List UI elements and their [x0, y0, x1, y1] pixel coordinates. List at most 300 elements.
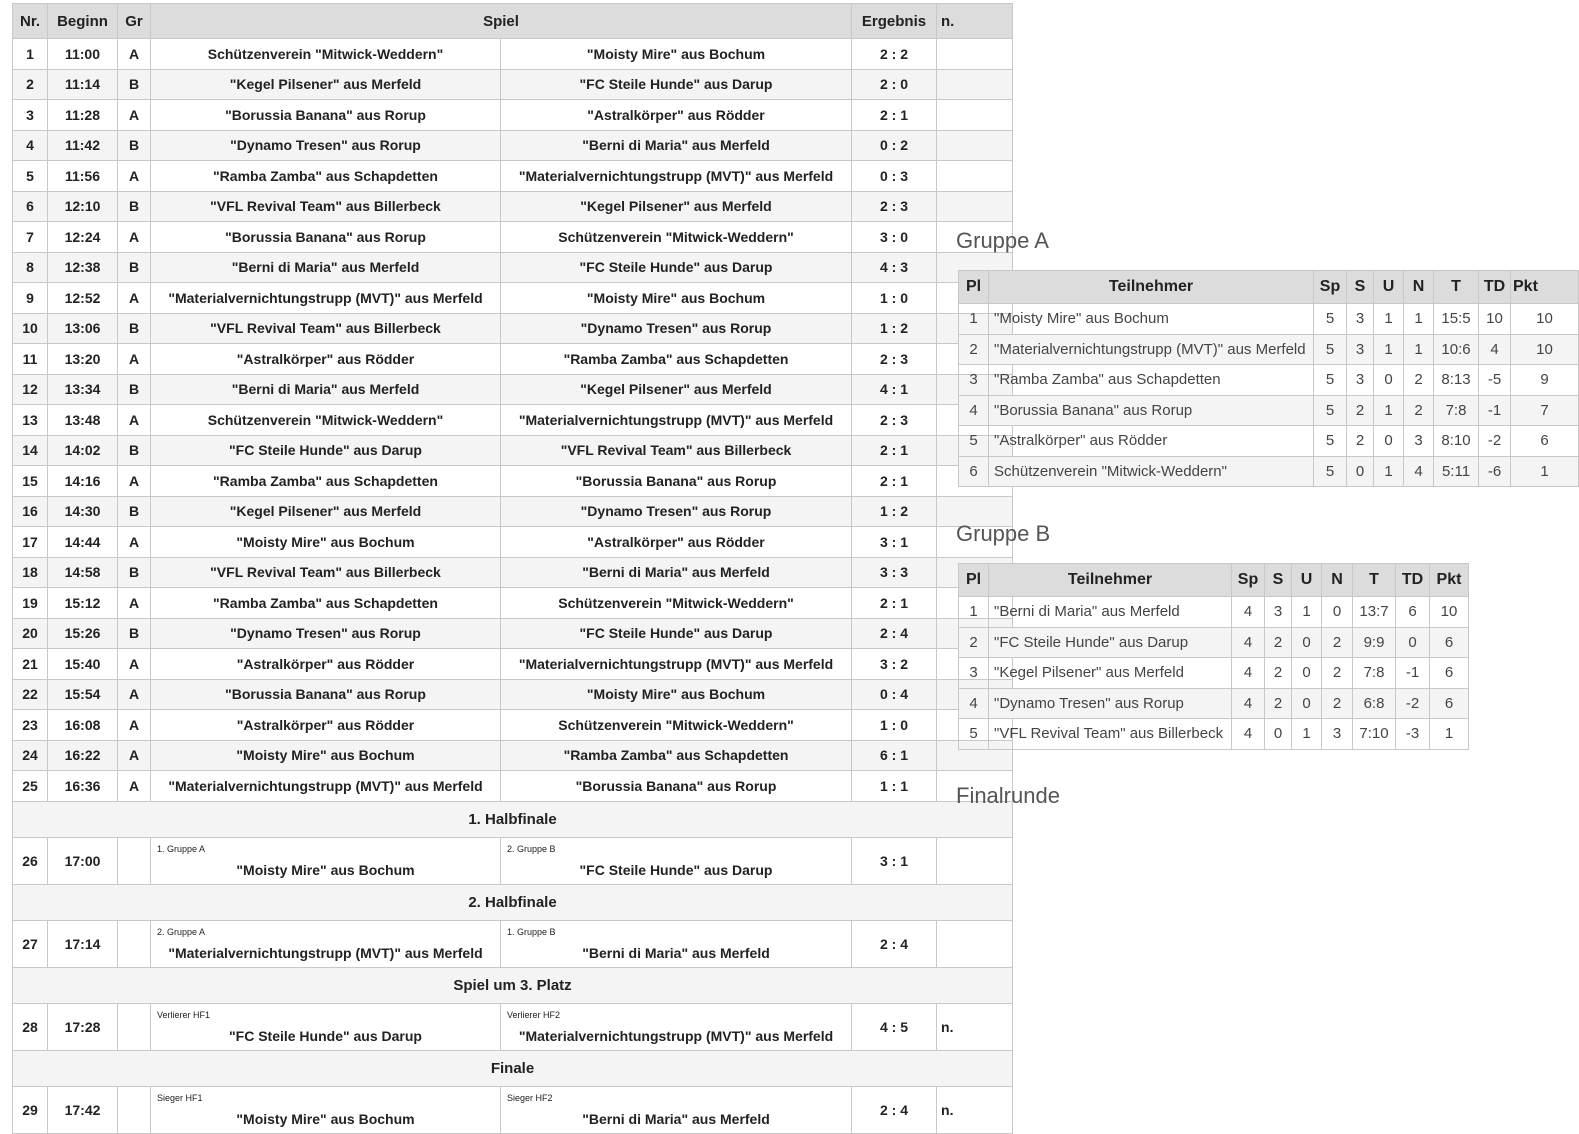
standings-team: "FC Steile Hunde" aus Darup [989, 627, 1232, 658]
col-td[interactable]: TD [1396, 564, 1430, 597]
match-number: 11 [13, 344, 48, 375]
match-time: 16:22 [48, 740, 118, 771]
match-row [13, 252, 1013, 283]
away-team: "VFL Revival Team" aus Billerbeck [501, 435, 852, 466]
standings-t: 7:8 [1434, 395, 1479, 426]
standings-pkt: 6 [1511, 426, 1579, 457]
match-note [937, 39, 1013, 70]
round-title: Finale [13, 1050, 1013, 1086]
schedule-header-row [13, 4, 1013, 39]
standings-u: 1 [1292, 719, 1322, 750]
round-header-row [13, 967, 1013, 1003]
match-time: 13:20 [48, 344, 118, 375]
match-time: 13:06 [48, 313, 118, 344]
standings-td: 4 [1479, 334, 1511, 365]
home-team: "Moisty Mire" aus Bochum [236, 1110, 415, 1127]
standings-u: 1 [1374, 395, 1404, 426]
col-pl[interactable]: Pl [959, 271, 989, 304]
match-row [13, 618, 1013, 649]
match-note: n. [937, 1086, 1013, 1133]
group-b-standings [958, 563, 1469, 750]
away-team: "FC Steile Hunde" aus Darup [579, 861, 773, 878]
match-number: 15 [13, 466, 48, 497]
standings-n: 3 [1404, 426, 1434, 457]
standings-s: 2 [1347, 395, 1374, 426]
home-team: "Dynamo Tresen" aus Rorup [151, 618, 501, 649]
match-number: 27 [13, 920, 48, 967]
match-group: A [118, 39, 151, 70]
home-seed-label: Verlierer HF1 [157, 1009, 211, 1020]
round-header-row [13, 1050, 1013, 1086]
standings-row [959, 334, 1579, 365]
match-result: 4 : 3 [852, 252, 937, 283]
match-result: 3 : 1 [852, 837, 937, 884]
standings-sp: 4 [1232, 627, 1265, 658]
away-team: "Astralkörper" aus Rödder [501, 100, 852, 131]
col-t[interactable]: T [1353, 564, 1396, 597]
match-number: 14 [13, 435, 48, 466]
home-team: "Moisty Mire" aus Bochum [236, 861, 415, 878]
away-team: "Materialvernichtungstrupp (MVT)" aus Merfeld [501, 405, 852, 436]
match-number: 29 [13, 1086, 48, 1133]
match-time: 15:12 [48, 588, 118, 619]
match-time: 15:26 [48, 618, 118, 649]
match-group: B [118, 374, 151, 405]
match-group: A [118, 527, 151, 558]
standings-u: 1 [1374, 456, 1404, 487]
col-u[interactable]: U [1374, 271, 1404, 304]
away-team: "Materialvernichtungstrupp (MVT)" aus Merfeld [501, 161, 852, 192]
home-team: "Dynamo Tresen" aus Rorup [151, 130, 501, 161]
schedule-panel [12, 3, 955, 1134]
match-time: 14:44 [48, 527, 118, 558]
match-group: B [118, 435, 151, 466]
match-time: 14:58 [48, 557, 118, 588]
standings-pkt: 10 [1511, 304, 1579, 335]
match-row [13, 740, 1013, 771]
col-pkt[interactable]: Pkt [1511, 271, 1579, 304]
match-number: 19 [13, 588, 48, 619]
standings-sp: 5 [1314, 365, 1347, 396]
standings-sp: 4 [1232, 658, 1265, 689]
match-time: 11:42 [48, 130, 118, 161]
ko-match-row [13, 920, 1013, 967]
match-row [13, 191, 1013, 222]
standings-u: 0 [1374, 365, 1404, 396]
standings-sp: 5 [1314, 395, 1347, 426]
match-group: B [118, 496, 151, 527]
standings-pkt: 6 [1430, 688, 1469, 719]
standings-n: 1 [1404, 304, 1434, 335]
match-row [13, 649, 1013, 680]
final-round-title: Finalrunde [956, 783, 1060, 808]
standings-t: 10:6 [1434, 334, 1479, 365]
col-n[interactable]: N [1404, 271, 1434, 304]
home-team: Schützenverein "Mitwick-Weddern" [151, 405, 501, 436]
away-seed-label: 1. Gruppe B [507, 926, 556, 937]
away-team: "FC Steile Hunde" aus Darup [501, 252, 852, 283]
match-group: A [118, 161, 151, 192]
match-number: 2 [13, 69, 48, 100]
standings-td: -2 [1396, 688, 1430, 719]
match-result: 2 : 1 [852, 588, 937, 619]
standings-sp: 5 [1314, 456, 1347, 487]
match-note [937, 69, 1013, 100]
standings-td: 6 [1396, 597, 1430, 628]
match-row [13, 69, 1013, 100]
match-time: 16:36 [48, 771, 118, 802]
away-team: Schützenverein "Mitwick-Weddern" [501, 710, 852, 741]
away-team: "Moisty Mire" aus Bochum [501, 679, 852, 710]
standings-team: "Moisty Mire" aus Bochum [989, 304, 1314, 335]
home-team-cell [151, 1086, 501, 1133]
away-team: Schützenverein "Mitwick-Weddern" [501, 588, 852, 619]
away-team: "Moisty Mire" aus Bochum [501, 283, 852, 314]
standings-row [959, 627, 1469, 658]
standings-s: 3 [1265, 597, 1292, 628]
col-team[interactable]: Teilnehmer [989, 271, 1314, 304]
match-result: 2 : 3 [852, 344, 937, 375]
match-number: 23 [13, 710, 48, 741]
standings-pl: 5 [959, 426, 989, 457]
standings-t: 7:8 [1353, 658, 1396, 689]
home-team: "Borussia Banana" aus Rorup [151, 679, 501, 710]
match-group: A [118, 283, 151, 314]
match-group: A [118, 588, 151, 619]
standings-pl: 3 [959, 658, 989, 689]
standings-t: 8:13 [1434, 365, 1479, 396]
match-result: 1 : 0 [852, 710, 937, 741]
standings-t: 5:11 [1434, 456, 1479, 487]
home-team: Schützenverein "Mitwick-Weddern" [151, 39, 501, 70]
standings-row [959, 365, 1579, 396]
home-seed-label: 2. Gruppe A [157, 926, 206, 937]
match-time: 17:00 [48, 837, 118, 884]
match-group [118, 837, 151, 884]
standings-pkt: 1 [1511, 456, 1579, 487]
match-row [13, 435, 1013, 466]
standings-n: 3 [1322, 719, 1353, 750]
standings-n: 2 [1322, 658, 1353, 689]
standings-s: 3 [1347, 304, 1374, 335]
standings-s: 0 [1265, 719, 1292, 750]
ko-match-row [13, 1003, 1013, 1050]
match-result: 0 : 4 [852, 679, 937, 710]
match-result: 0 : 3 [852, 161, 937, 192]
home-team: "VFL Revival Team" aus Billerbeck [151, 313, 501, 344]
away-team-cell [501, 1086, 852, 1133]
group-a-body [959, 304, 1579, 487]
away-team: "Ramba Zamba" aus Schapdetten [501, 344, 852, 375]
match-note: n. [937, 1003, 1013, 1050]
away-team: "Borussia Banana" aus Rorup [501, 771, 852, 802]
match-number: 22 [13, 679, 48, 710]
standings-s: 2 [1265, 658, 1292, 689]
col-sp[interactable]: Sp [1232, 564, 1265, 597]
home-team: "Ramba Zamba" aus Schapdetten [151, 466, 501, 497]
standings-t: 9:9 [1353, 627, 1396, 658]
standings-s: 3 [1347, 365, 1374, 396]
standings-pl: 4 [959, 395, 989, 426]
standings-t: 6:8 [1353, 688, 1396, 719]
standings-t: 8:10 [1434, 426, 1479, 457]
standings-sp: 5 [1314, 334, 1347, 365]
standings-row [959, 597, 1469, 628]
standings-team: "Berni di Maria" aus Merfeld [989, 597, 1232, 628]
match-result: 1 : 0 [852, 283, 937, 314]
match-group: A [118, 771, 151, 802]
standings-s: 2 [1265, 627, 1292, 658]
match-result: 4 : 5 [852, 1003, 937, 1050]
standings-t: 7:10 [1353, 719, 1396, 750]
standings-s: 2 [1347, 426, 1374, 457]
match-result: 3 : 1 [852, 527, 937, 558]
standings-td: -1 [1396, 658, 1430, 689]
standings-pl: 3 [959, 365, 989, 396]
away-team: "Materialvernichtungstrupp (MVT)" aus Merfeld [501, 649, 852, 680]
match-result: 1 : 2 [852, 496, 937, 527]
standings-u: 0 [1292, 627, 1322, 658]
match-group: B [118, 191, 151, 222]
standings-t: 13:7 [1353, 597, 1396, 628]
col-s[interactable]: S [1347, 271, 1374, 304]
standings-team: "Dynamo Tresen" aus Rorup [989, 688, 1232, 719]
home-team: "Materialvernichtungstrupp (MVT)" aus Merfeld [151, 283, 501, 314]
match-result: 2 : 4 [852, 1086, 937, 1133]
col-n[interactable]: N [1322, 564, 1353, 597]
match-result: 1 : 1 [852, 771, 937, 802]
home-team: "Moisty Mire" aus Bochum [151, 527, 501, 558]
standings-s: 3 [1347, 334, 1374, 365]
match-group: A [118, 344, 151, 375]
col-pl[interactable]: Pl [959, 564, 989, 597]
match-time: 14:30 [48, 496, 118, 527]
standings-sp: 5 [1314, 304, 1347, 335]
group-b-body [959, 597, 1469, 750]
standings-n: 0 [1322, 597, 1353, 628]
match-note [937, 100, 1013, 131]
match-row [13, 374, 1013, 405]
match-number: 8 [13, 252, 48, 283]
standings-row [959, 395, 1579, 426]
match-row [13, 283, 1013, 314]
match-time: 11:00 [48, 39, 118, 70]
match-number: 25 [13, 771, 48, 802]
away-team: "Berni di Maria" aus Merfeld [501, 130, 852, 161]
group-b-panel [958, 563, 1468, 750]
match-time: 12:38 [48, 252, 118, 283]
match-number: 12 [13, 374, 48, 405]
match-row [13, 100, 1013, 131]
match-result: 2 : 1 [852, 100, 937, 131]
header-note[interactable]: n. [937, 4, 1013, 39]
match-number: 5 [13, 161, 48, 192]
standings-row [959, 719, 1469, 750]
match-number: 18 [13, 557, 48, 588]
match-result: 2 : 4 [852, 618, 937, 649]
away-seed-label: Sieger HF2 [507, 1092, 553, 1103]
match-group: A [118, 222, 151, 253]
match-group [118, 1086, 151, 1133]
standings-team: "Kegel Pilsener" aus Merfeld [989, 658, 1232, 689]
home-team: "Berni di Maria" aus Merfeld [151, 252, 501, 283]
home-team: "Borussia Banana" aus Rorup [151, 100, 501, 131]
match-number: 24 [13, 740, 48, 771]
standings-n: 1 [1404, 334, 1434, 365]
away-team: "Borussia Banana" aus Rorup [501, 466, 852, 497]
round-title: 2. Halbfinale [13, 884, 1013, 920]
away-team-cell [501, 837, 852, 884]
match-note [937, 837, 1013, 884]
match-time: 11:14 [48, 69, 118, 100]
standings-pkt: 10 [1430, 597, 1469, 628]
match-number: 6 [13, 191, 48, 222]
match-time: 13:34 [48, 374, 118, 405]
away-team: "Kegel Pilsener" aus Merfeld [501, 191, 852, 222]
match-number: 10 [13, 313, 48, 344]
ko-match-row [13, 1086, 1013, 1133]
match-row [13, 771, 1013, 802]
col-td[interactable]: TD [1479, 271, 1511, 304]
standings-pl: 1 [959, 304, 989, 335]
match-result: 2 : 4 [852, 920, 937, 967]
match-result: 3 : 0 [852, 222, 937, 253]
home-team: "Moisty Mire" aus Bochum [151, 740, 501, 771]
away-team-cell [501, 1003, 852, 1050]
col-team[interactable]: Teilnehmer [989, 564, 1232, 597]
match-group: A [118, 679, 151, 710]
away-team-cell [501, 920, 852, 967]
standings-row [959, 304, 1579, 335]
away-team: "FC Steile Hunde" aus Darup [501, 69, 852, 100]
match-group: B [118, 618, 151, 649]
match-group [118, 1003, 151, 1050]
col-s[interactable]: S [1265, 564, 1292, 597]
header-game[interactable]: Spiel [151, 4, 852, 39]
ko-match-row [13, 837, 1013, 884]
match-result: 6 : 1 [852, 740, 937, 771]
match-number: 26 [13, 837, 48, 884]
header-result[interactable]: Ergebnis [852, 4, 937, 39]
home-team: "Ramba Zamba" aus Schapdetten [151, 588, 501, 619]
col-sp[interactable]: Sp [1314, 271, 1347, 304]
away-team: "Astralkörper" aus Rödder [501, 527, 852, 558]
standings-n: 2 [1322, 627, 1353, 658]
header-begin[interactable]: Beginn [48, 4, 118, 39]
standings-td: -3 [1396, 719, 1430, 750]
standings-team: "Astralkörper" aus Rödder [989, 426, 1314, 457]
col-t[interactable]: T [1434, 271, 1479, 304]
match-row [13, 710, 1013, 741]
standings-n: 4 [1404, 456, 1434, 487]
standings-pl: 2 [959, 627, 989, 658]
standings-pkt: 10 [1511, 334, 1579, 365]
round-title: 1. Halbfinale [13, 801, 1013, 837]
match-group: A [118, 740, 151, 771]
home-team: "Kegel Pilsener" aus Merfeld [151, 69, 501, 100]
match-row [13, 466, 1013, 497]
home-team: "Kegel Pilsener" aus Merfeld [151, 496, 501, 527]
standings-pkt: 6 [1430, 627, 1469, 658]
group-b-title: Gruppe B [956, 521, 1051, 546]
match-number: 28 [13, 1003, 48, 1050]
standings-td: -2 [1479, 426, 1511, 457]
match-result: 2 : 1 [852, 466, 937, 497]
standings-sp: 5 [1314, 426, 1347, 457]
standings-s: 0 [1347, 456, 1374, 487]
away-team: "Ramba Zamba" aus Schapdetten [501, 740, 852, 771]
away-team: "Moisty Mire" aus Bochum [501, 39, 852, 70]
match-time: 12:10 [48, 191, 118, 222]
home-team: "Berni di Maria" aus Merfeld [151, 374, 501, 405]
group-b-header-row [959, 564, 1469, 597]
schedule-body [13, 39, 1013, 1134]
standings-team: Schützenverein "Mitwick-Weddern" [989, 456, 1314, 487]
match-row [13, 222, 1013, 253]
group-a-standings [958, 270, 1579, 487]
header-group[interactable]: Gr [118, 4, 151, 39]
standings-sp: 4 [1232, 719, 1265, 750]
standings-row [959, 426, 1579, 457]
away-team: "Berni di Maria" aus Merfeld [582, 1110, 770, 1127]
match-result: 3 : 2 [852, 649, 937, 680]
match-note [937, 191, 1013, 222]
standings-u: 1 [1374, 334, 1404, 365]
home-team: "Borussia Banana" aus Rorup [151, 222, 501, 253]
standings-team: "Ramba Zamba" aus Schapdetten [989, 365, 1314, 396]
away-team: "Dynamo Tresen" aus Rorup [501, 313, 852, 344]
away-team: Schützenverein "Mitwick-Weddern" [501, 222, 852, 253]
match-group: A [118, 466, 151, 497]
away-team: "Dynamo Tresen" aus Rorup [501, 496, 852, 527]
match-row [13, 130, 1013, 161]
match-group: B [118, 130, 151, 161]
standings-pkt: 6 [1430, 658, 1469, 689]
standings-pkt: 9 [1511, 365, 1579, 396]
standings-team: "Borussia Banana" aus Rorup [989, 395, 1314, 426]
col-u[interactable]: U [1292, 564, 1322, 597]
match-time: 17:42 [48, 1086, 118, 1133]
match-time: 11:56 [48, 161, 118, 192]
col-pkt[interactable]: Pkt [1430, 564, 1469, 597]
header-nr[interactable]: Nr. [13, 4, 48, 39]
group-a-title: Gruppe A [956, 228, 1049, 253]
match-number: 13 [13, 405, 48, 436]
match-result: 2 : 1 [852, 435, 937, 466]
match-row [13, 557, 1013, 588]
standings-pkt: 1 [1430, 719, 1469, 750]
standings-n: 2 [1322, 688, 1353, 719]
match-note [937, 920, 1013, 967]
home-seed-label: Sieger HF1 [157, 1092, 203, 1103]
group-a-header-row [959, 271, 1579, 304]
match-number: 17 [13, 527, 48, 558]
standings-team: "VFL Revival Team" aus Billerbeck [989, 719, 1232, 750]
standings-row [959, 658, 1469, 689]
match-group: A [118, 100, 151, 131]
standings-team: "Materialvernichtungstrupp (MVT)" aus Merfeld [989, 334, 1314, 365]
match-row [13, 496, 1013, 527]
standings-pl: 2 [959, 334, 989, 365]
home-team: "Astralkörper" aus Rödder [151, 649, 501, 680]
standings-pl: 1 [959, 597, 989, 628]
standings-u: 0 [1292, 688, 1322, 719]
match-group: B [118, 313, 151, 344]
standings-n: 2 [1404, 365, 1434, 396]
match-time: 13:48 [48, 405, 118, 436]
group-a-panel [958, 270, 1553, 487]
standings-sp: 4 [1232, 597, 1265, 628]
